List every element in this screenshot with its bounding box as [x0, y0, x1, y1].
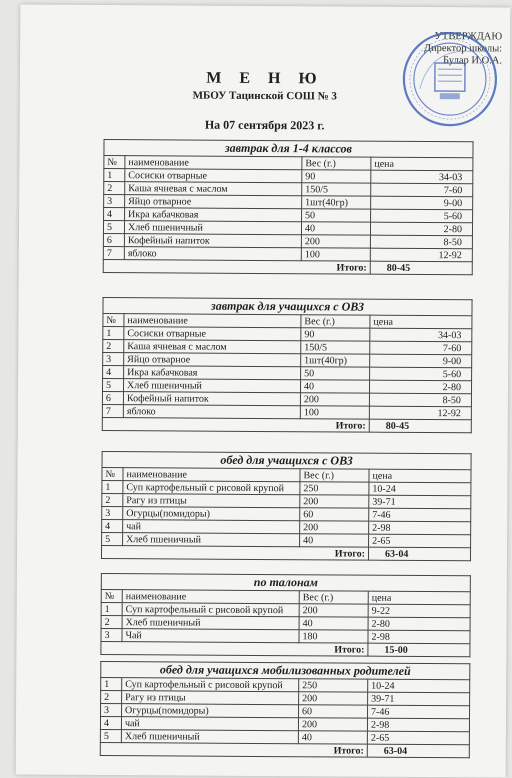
- row-num: 1: [102, 481, 123, 494]
- menu-table: [102, 313, 473, 433]
- menu-section-breakfast-ovz: [102, 297, 473, 433]
- col-num: №: [102, 468, 123, 481]
- row-weight: 40: [300, 534, 369, 547]
- row-price: 8-50: [369, 393, 471, 407]
- row-price: 7-46: [368, 705, 470, 719]
- total-row: [100, 743, 469, 758]
- row-price: 9-00: [370, 354, 472, 368]
- row-name: Суп картофельный с рисовой крупой: [122, 603, 299, 617]
- approval-title: УТВЕРЖДАЮ: [434, 31, 503, 43]
- row-price: 9-00: [371, 196, 473, 210]
- total-value: 80-45: [369, 419, 471, 433]
- total-row: [102, 418, 471, 433]
- row-weight: 180: [299, 630, 368, 643]
- row-weight: 1шт(40гр): [302, 196, 371, 209]
- row-weight: 40: [300, 380, 369, 393]
- row-price: 2-65: [369, 534, 471, 548]
- row-price: 2-98: [368, 630, 470, 644]
- row-num: 1: [101, 603, 122, 616]
- row-price: 7-60: [371, 183, 473, 197]
- menu-table: [100, 589, 470, 657]
- row-name: Чай: [122, 629, 299, 643]
- menu-table: [103, 155, 474, 275]
- total-label: Итого:: [103, 260, 370, 275]
- row-num: 3: [103, 353, 124, 366]
- row-price: 7-46: [369, 508, 471, 522]
- menu-section-breakfast-primary: [103, 139, 474, 275]
- row-weight: 90: [302, 170, 371, 183]
- row-price: 2-80: [368, 617, 470, 631]
- total-value: 80-45: [370, 261, 472, 275]
- row-num: 4: [102, 520, 123, 533]
- row-num: 3: [102, 507, 123, 520]
- row-weight: 200: [299, 692, 368, 705]
- col-num: №: [103, 314, 124, 327]
- row-num: 5: [103, 221, 124, 234]
- section-title: завтрак для учащихся с ОВЗ: [102, 297, 472, 315]
- menu-table: [101, 467, 472, 561]
- approval-name: Булар И.О.А.: [443, 55, 503, 67]
- row-price: 2-98: [367, 718, 469, 732]
- row-price: 10-24: [368, 679, 470, 693]
- row-name: Огурцы(помидоры): [123, 507, 300, 521]
- total-label: Итого:: [101, 642, 368, 657]
- row-num: 5: [100, 730, 121, 743]
- menu-date: На 07 сентября 2023 г.: [204, 117, 325, 133]
- row-name: Хлеб пшеничный: [122, 616, 299, 630]
- menu-section-coupons: [100, 573, 470, 657]
- row-price: 34-03: [371, 170, 473, 184]
- row-num: 4: [104, 208, 125, 221]
- row-weight: 90: [301, 328, 370, 341]
- row-weight: 100: [301, 248, 370, 261]
- col-weight: Вес (г.): [302, 157, 371, 170]
- row-weight: 50: [302, 209, 371, 222]
- row-name: Хлеб пшеничный: [124, 221, 301, 235]
- row-num: 7: [102, 405, 123, 418]
- row-num: 1: [104, 169, 125, 182]
- section-title: обед для учащихся с ОВЗ: [102, 451, 472, 469]
- row-weight: 1шт(40гр): [301, 354, 370, 367]
- row-name: Суп картофельный с рисовой крупой: [122, 678, 299, 692]
- col-num: №: [104, 156, 125, 169]
- col-weight: Вес (г.): [301, 315, 370, 328]
- col-price: цена: [369, 469, 471, 483]
- approval-position: Директор школы:: [423, 42, 503, 55]
- row-weight: 40: [301, 222, 370, 235]
- row-price: 2-98: [369, 521, 471, 535]
- row-price: 39-71: [368, 692, 470, 706]
- row-name: Каша ячневая с маслом: [124, 340, 301, 354]
- row-weight: 100: [300, 406, 369, 419]
- section-title: завтрак для 1-4 классов: [103, 139, 473, 157]
- row-num: 1: [101, 678, 122, 691]
- row-name: Кофейный напиток: [123, 392, 300, 406]
- row-weight: 60: [300, 508, 369, 521]
- row-num: 4: [103, 366, 124, 379]
- total-label: Итого:: [100, 743, 367, 758]
- row-price: 12-92: [370, 248, 472, 262]
- row-weight: 200: [300, 495, 369, 508]
- row-name: яблоко: [124, 247, 301, 261]
- row-name: Каша ячневая с маслом: [125, 182, 302, 196]
- row-price: 10-24: [369, 482, 471, 496]
- total-row: [103, 260, 472, 275]
- row-num: 3: [101, 704, 122, 717]
- row-price: 34-03: [370, 328, 472, 342]
- total-label: Итого:: [102, 418, 369, 433]
- row-name: Яйцо отварное: [124, 353, 301, 367]
- section-title: по талонам: [101, 573, 471, 591]
- total-value: 63-04: [368, 547, 470, 561]
- row-weight: 150/5: [302, 183, 371, 196]
- row-num: 1: [103, 327, 124, 340]
- row-num: 3: [104, 195, 125, 208]
- row-weight: 200: [300, 521, 369, 534]
- row-num: 7: [103, 247, 124, 260]
- total-label: Итого:: [101, 546, 368, 561]
- row-weight: 40: [298, 731, 367, 744]
- col-weight: Вес (г.): [300, 469, 369, 482]
- col-num: №: [101, 590, 122, 603]
- menu-section-lunch-mobilized: [100, 661, 471, 758]
- row-num: 2: [101, 691, 122, 704]
- row-weight: 250: [300, 482, 369, 495]
- row-weight: 150/5: [301, 341, 370, 354]
- col-weight: Вес (г.): [299, 591, 368, 604]
- row-price: 2-80: [369, 380, 471, 394]
- row-price: 5-60: [371, 209, 473, 223]
- row-name: Сосиски отварные: [124, 327, 301, 341]
- row-weight: 40: [299, 617, 368, 630]
- row-num: 5: [102, 379, 123, 392]
- total-row: [101, 642, 470, 657]
- row-num: 4: [100, 717, 121, 730]
- row-num: 3: [101, 629, 122, 642]
- col-price: цена: [370, 315, 472, 329]
- row-name: Хлеб пшеничный: [123, 533, 300, 547]
- col-name: наименование: [124, 314, 301, 328]
- row-price: 12-92: [369, 406, 471, 420]
- total-value: 63-04: [367, 744, 469, 758]
- row-weight: 60: [299, 705, 368, 718]
- menu-sheet: [16, 5, 511, 778]
- col-name: наименование: [123, 468, 300, 482]
- total-value: 15-00: [368, 643, 470, 657]
- row-num: 5: [102, 533, 123, 546]
- row-price: 2-65: [367, 731, 469, 745]
- row-name: Икра кабачковая: [124, 366, 301, 380]
- row-weight: 50: [301, 367, 370, 380]
- row-weight: 200: [300, 393, 369, 406]
- menu-table: [100, 677, 470, 758]
- col-price: цена: [368, 591, 470, 605]
- row-num: 6: [102, 392, 123, 405]
- row-weight: 200: [298, 718, 367, 731]
- row-price: 8-50: [370, 235, 472, 249]
- total-row: [101, 546, 470, 561]
- section-title: обед для учащихся мобилизованных родителей: [100, 661, 470, 679]
- row-num: 2: [101, 616, 122, 629]
- row-price: 9-22: [368, 604, 470, 618]
- col-price: цена: [371, 157, 473, 171]
- row-name: Огурцы(помидоры): [122, 704, 299, 718]
- row-name: Сосиски отварные: [125, 169, 302, 183]
- menu-section-lunch-ovz: [101, 451, 472, 561]
- row-num: 2: [103, 340, 124, 353]
- row-num: 2: [104, 182, 125, 195]
- row-name: Кофейный напиток: [124, 234, 301, 248]
- row-name: Суп картофельный с рисовой крупой: [123, 481, 300, 495]
- row-name: чай: [123, 520, 300, 534]
- row-weight: 250: [299, 679, 368, 692]
- col-name: наименование: [125, 156, 302, 170]
- row-price: 39-71: [369, 495, 471, 509]
- row-name: яблоко: [123, 405, 300, 419]
- row-num: 6: [103, 234, 124, 247]
- row-price: 5-60: [370, 367, 472, 381]
- row-name: Хлеб пшеничный: [121, 730, 298, 744]
- row-name: чай: [121, 717, 298, 731]
- page-title: М Е Н Ю: [206, 69, 324, 88]
- row-weight: 200: [299, 604, 368, 617]
- col-name: наименование: [122, 590, 299, 604]
- row-price: 7-60: [370, 341, 472, 355]
- row-name: Рагу из птицы: [123, 494, 300, 508]
- row-name: Яйцо отварное: [125, 195, 302, 209]
- row-price: 2-80: [370, 222, 472, 236]
- row-name: Рагу из птицы: [122, 691, 299, 705]
- row-name: Икра кабачковая: [125, 208, 302, 222]
- row-weight: 200: [301, 235, 370, 248]
- row-name: Хлеб пшеничный: [123, 379, 300, 393]
- row-num: 2: [102, 494, 123, 507]
- school-name: МБОУ Тацинской СОШ № 3: [192, 89, 337, 103]
